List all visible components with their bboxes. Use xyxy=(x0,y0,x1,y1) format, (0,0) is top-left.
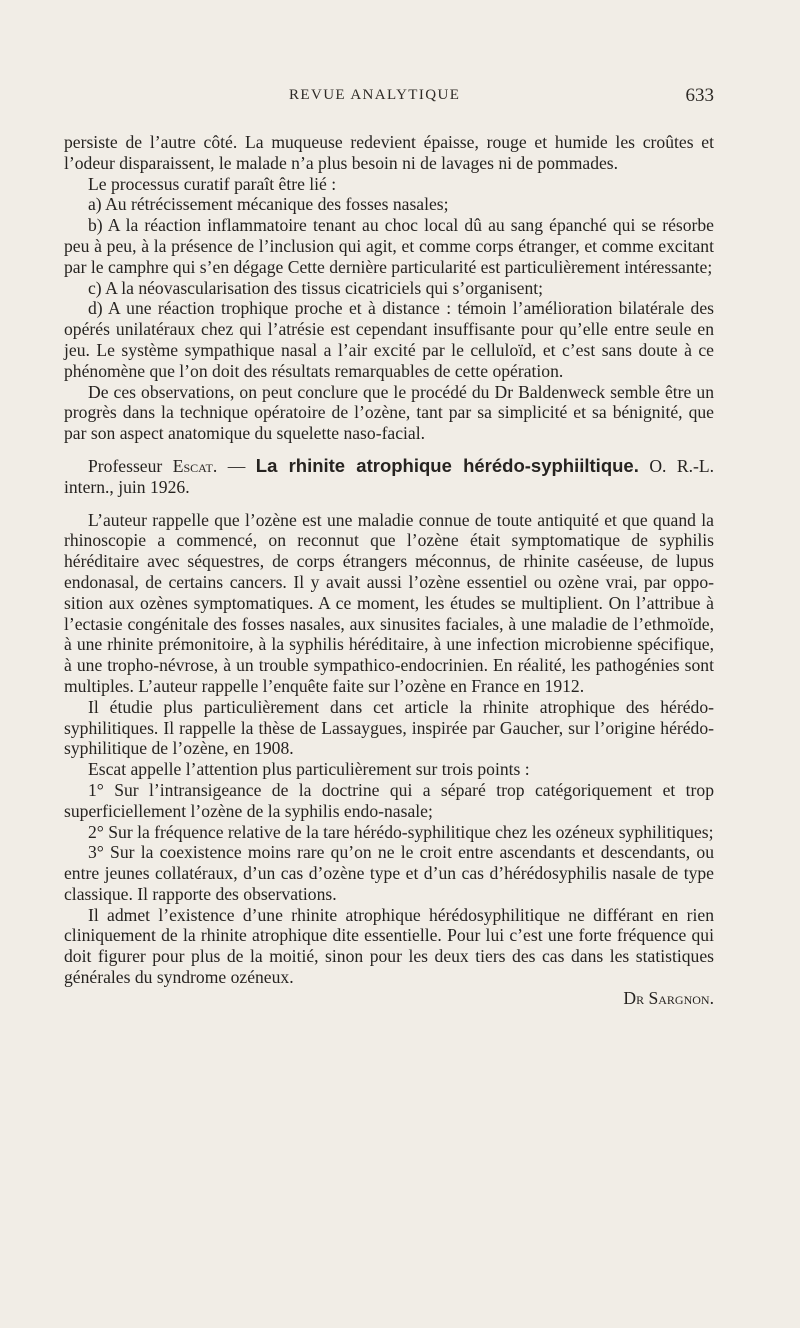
running-title: REVUE ANALYTIQUE xyxy=(289,87,461,103)
running-header xyxy=(64,87,714,111)
paragraph: Escat appelle l’attention plus particulièrement sur trois points : xyxy=(88,759,530,780)
list-item: d) A une réaction trophique proche et à distance : témoin l’amélioration bilatérale des opérés unilatéraux chez qui l’atrésie est cependant insuffisante pour qu’elle entre seule en jeu. Le système sympathique nasal a l’air excité par le celluloïd, et c’est sans doute à ce phénomène que l’on doit des résultats remarquables de cette opération. xyxy=(64,298,714,381)
paragraph: De ces observations, on peut conclure que le procédé du Dr Baldenweck semble être un progrès dans la technique opératoire de l’ozène, tant par sa simplicité et sa bénignité, que par son aspect anatomique du squelette naso-facial. xyxy=(64,381,714,444)
list-item: 3° Sur la coexistence moins rare qu’on ne le croit entre ascendants et descendants, ou entre jeunes collatéraux, d’un cas d’ozène type et d’un cas d’hérédosyphilis nasale de type classique. Il rapporte des observations. xyxy=(64,842,714,904)
paragraph: Le processus curatif paraît être lié : xyxy=(88,173,337,194)
list-item: c) A la néovascularisation des tissus cicatriciels qui s’organisent; xyxy=(88,277,544,298)
list-item: a) Au rétrécissement mécanique des fosses nasales; xyxy=(88,194,449,215)
signature xyxy=(64,988,714,1009)
article-title: La rhinite atrophique hérédo-syphiiltique. xyxy=(255,454,639,476)
article-heading xyxy=(64,456,714,498)
main-text xyxy=(64,132,714,1009)
page-number: 633 xyxy=(685,85,714,106)
list-item: 2° Sur la fréquence relative de la tare hérédo-syphilitique chez les ozéneux syphilitiques; xyxy=(88,821,714,842)
author-name: Escat. xyxy=(172,455,218,476)
signature-text: Dr Sargnon. xyxy=(623,987,714,1008)
paragraph: persiste de l’autre côté. La muqueuse redevient épaisse, rouge et humide les croûtes et l’odeur disparaissent, le malade n’a plus besoin ni de lavages ni de pommades. xyxy=(64,132,714,173)
paragraph: Il admet l’existence d’une rhinite atrophique hérédosyphilitique ne différant en rien cliniquement de la rhinite atrophique dite essentielle. Pour lui c’est une forte fréquence qui doit figurer pour plus de la moitié, sinon pour les deux tiers des cas dans les statistiques générales du syndrome ozéneux. xyxy=(64,904,714,988)
paragraph: Il étudie plus particulièrement dans cet article la rhinite atrophique des hérédo-syphilitiques. Il rappelle la thèse de Lassaygues, inspirée par Gaucher, sur l’origine hérédo-syphilitique de l’ozène, en 1908. xyxy=(64,696,714,759)
list-item: 1° Sur l’intransigeance de la doctrine qui a séparé trop catégoriquement et trop superficiellement l’ozène de la syphilis endo-nasale; xyxy=(64,779,714,821)
article-source: O. R.-L. intern., juin 1926. xyxy=(64,455,715,497)
author-prefix: Professeur xyxy=(88,455,163,476)
paragraph: L’auteur rappelle que l’ozène est une maladie connue de toute antiquité et que quand la rhinoscopie a commencé, on reconnut que l’ozène était symptomatique de syphilis héréditaire avec séquestres, de corps étrangers méconnus, de rhinite caséeuse, de lupus endonasal, de certains cancers. Il y avait aussi l’ozène essentiel ou ozène vrai, par opposition aux ozènes symptomatiques. A ce moment, les études se multiplient. On l’attribue à l’ectasie congénitale des fosses nasales, aux sinusites faciales, à une maladie de l’ethmoïde, à une rhinite prémonitoire, à la syphilis héréditaire, à une infection microbienne spécifique, à une tropho-névrose, à un trouble sympathico-endocrinien. En réalité, les pathogénies sont multiples. L’auteur rappelle l’enquête faite sur l’ozène en France en 1912. xyxy=(64,509,714,696)
list-item: b) A la réaction inflammatoire tenant au choc local dû au sang épanché qui se résorbe peu à peu, à la présence de l’inclusion qui agit, et comme corps étranger, et comme excitant par le camphre qui s’en dégage Cette dernière particularité est particulièrement intéressante; xyxy=(64,215,714,277)
title-dash: — xyxy=(227,455,246,476)
